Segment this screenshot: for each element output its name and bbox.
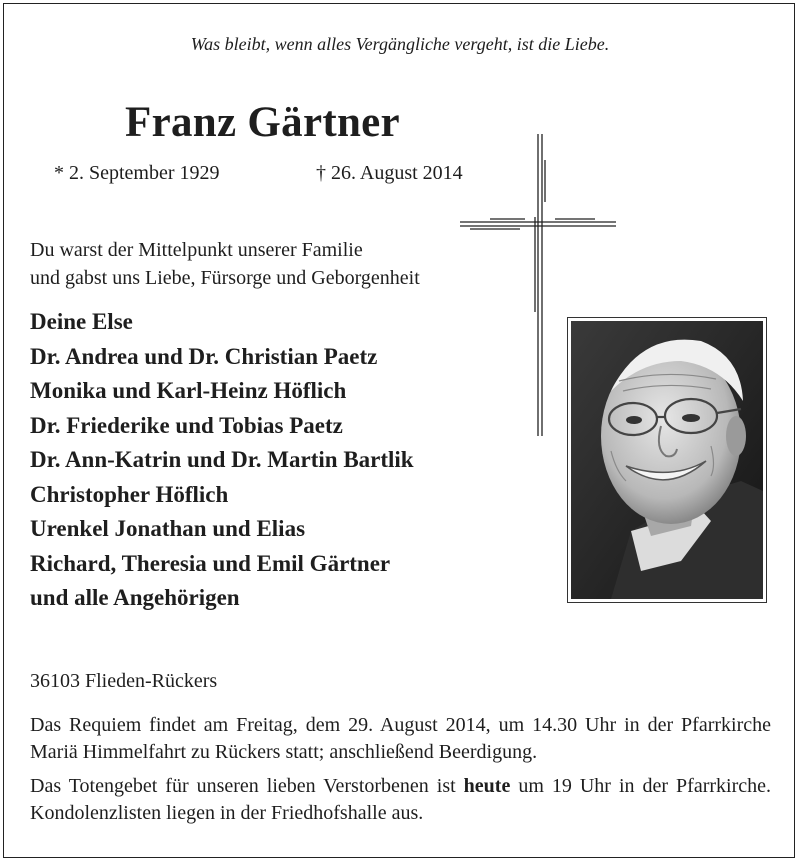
prayer-highlight: heute [463,775,511,797]
mourner: und alle Angehörigen [30,585,240,610]
deceased-name: Franz Gärtner [125,99,400,146]
intro-line: Du warst der Mittelpunkt unserer Familie [30,239,363,261]
motto: Was bleibt, wenn alles Vergängliche vergeht, ist die Liebe. [190,34,610,54]
location: 36103 Flieden-Rückers [30,670,218,692]
intro-line: und gabst uns Liebe, Fürsorge und Geborgenheit [30,267,420,289]
prayer-text [30,773,771,827]
mourner: Urenkel Jonathan und Elias [30,516,306,541]
requiem-text: Das Requiem findet am Freitag, dem 29. August 2014, um 14.30 Uhr in der Pfarrkirche Mariä Himmelfahrt zu Rückers statt; anschließend Beerdigung. [30,714,771,763]
prayer-text-end: um 19 Uhr in der Pfarrkirche. Kondolenzlisten liegen in der Friedhofshalle aus. [30,775,771,824]
mourner: Deine Else [30,309,133,334]
birth-date: * 2. September 1929 [54,162,220,184]
portrait-photo [567,317,767,603]
mourner: Christopher Höflich [30,481,229,507]
mourner: Richard, Theresia und Emil Gärtner [30,550,391,576]
mourner: Dr. Andrea und Dr. Christian Paetz [30,343,378,369]
mourner: Monika und Karl-Heinz Höflich [30,378,347,403]
mourner: Dr. Ann-Katrin und Dr. Martin Bartlik [30,447,414,472]
intro-text [30,236,420,292]
prayer-text-start: Das Totengebet für unseren lieben Verstorbenen ist [30,775,464,797]
mourners-list [30,305,414,616]
death-date: † 26. August 2014 [316,162,463,184]
mourner: Dr. Friederike und Tobias Paetz [30,412,343,438]
